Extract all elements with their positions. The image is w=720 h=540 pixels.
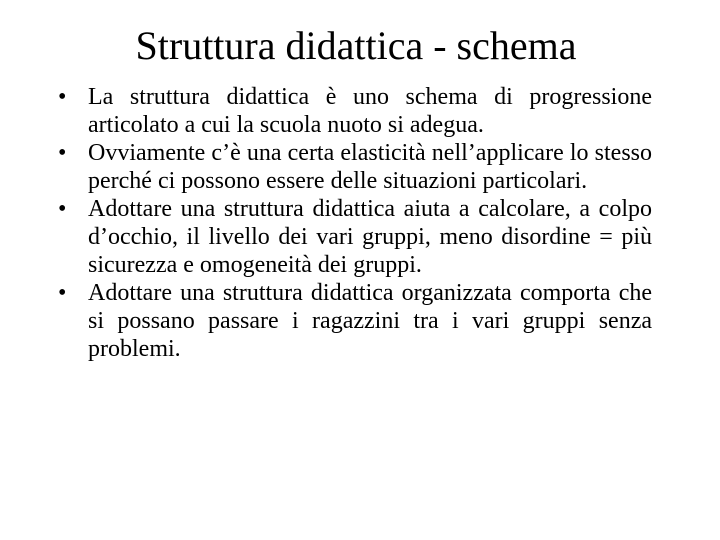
bullet-icon: • [58, 280, 67, 306]
bullet-icon: • [58, 140, 67, 166]
bullet-list [58, 83, 652, 363]
bullet-icon: • [58, 196, 67, 222]
bullet-item [58, 139, 652, 195]
bullet-text: La struttura didattica è uno schema di progressione articolato a cui la scuola nuoto si adegua. [88, 84, 652, 138]
bullet-item [58, 279, 652, 363]
bullet-text: Adottare una struttura didattica organizzata comporta che si possano passare i ragazzini tra i vari gruppi senza problemi. [88, 280, 652, 362]
bullet-item [58, 195, 652, 279]
slide-title: Struttura didattica - schema [135, 23, 577, 68]
bullet-icon: • [58, 84, 67, 110]
bullet-text: Ovviamente c’è una certa elasticità nell’applicare lo stesso perché ci possono essere delle situazioni particolari. [88, 140, 652, 194]
bullet-text: Adottare una struttura didattica aiuta a calcolare, a colpo d’occhio, il livello dei vari gruppi, meno disordine = più sicurezza e omogeneità dei gruppi. [88, 196, 652, 278]
bullet-item [58, 83, 652, 139]
